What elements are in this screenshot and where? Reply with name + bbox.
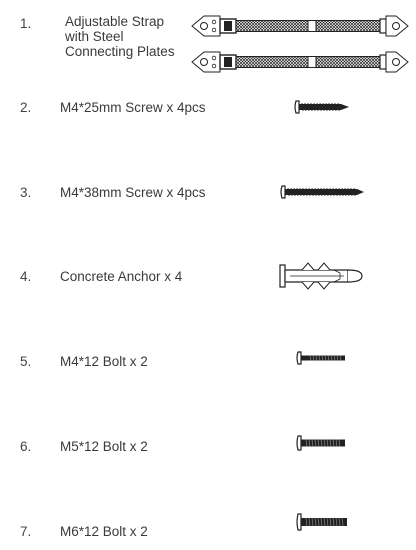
part-label: Concrete Anchor x 4 xyxy=(60,269,183,284)
concrete-anchor-icon xyxy=(278,259,364,293)
m4-bolt-icon xyxy=(296,351,348,365)
part-number: 4. xyxy=(20,269,32,284)
part-label xyxy=(65,14,175,59)
part-row-4 xyxy=(0,265,416,295)
part-number: 3. xyxy=(20,185,32,200)
part-label: M6*12 Bolt x 2 xyxy=(60,524,148,539)
m6-bolt-icon xyxy=(296,513,350,531)
part-row-6 xyxy=(0,435,416,459)
strap-with-plates-icon xyxy=(190,12,410,78)
long-screw-icon xyxy=(280,185,366,199)
part-number: 1. xyxy=(20,16,32,31)
part-number: 5. xyxy=(20,354,32,369)
part-number: 7. xyxy=(20,524,32,539)
part-row-1 xyxy=(0,10,416,80)
part-label: M4*25mm Screw x 4pcs xyxy=(60,100,206,115)
m5-bolt-icon xyxy=(296,435,348,451)
part-row-3 xyxy=(0,181,416,205)
short-screw-icon xyxy=(294,100,352,114)
part-row-5 xyxy=(0,350,416,374)
part-label-line: Adjustable Strap xyxy=(65,14,165,29)
part-number: 2. xyxy=(20,100,32,115)
part-label: M4*12 Bolt x 2 xyxy=(60,354,148,369)
part-label: M5*12 Bolt x 2 xyxy=(60,439,148,454)
part-label-line: Connecting Plates xyxy=(65,44,175,59)
part-row-2 xyxy=(0,96,416,120)
part-row-7 xyxy=(0,520,416,544)
part-label-line: with Steel xyxy=(65,29,124,44)
part-number: 6. xyxy=(20,439,32,454)
part-label: M4*38mm Screw x 4pcs xyxy=(60,185,206,200)
